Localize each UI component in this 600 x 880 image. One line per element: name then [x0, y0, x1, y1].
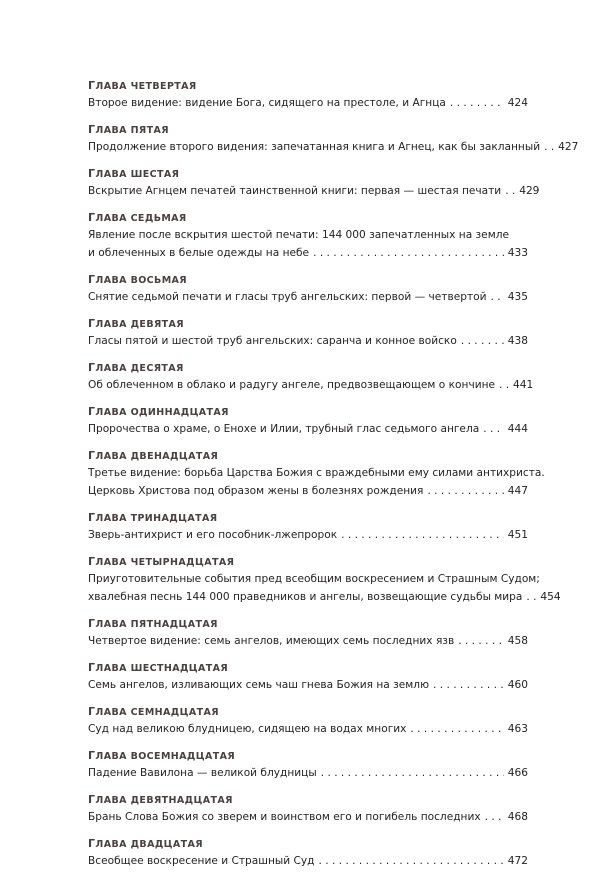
- entry-text: Второе видение: видение Бога, сидящего на престоле, и Агнца: [88, 97, 446, 109]
- entry-final-line: [88, 288, 528, 306]
- entry-final-line: [88, 588, 561, 606]
- toc-chapter: [88, 404, 528, 438]
- entry-text: Явление после вскрытия шестой печати: 144 000 запечатленных на земле: [88, 229, 509, 241]
- dot-leader: [505, 182, 515, 200]
- entry-text: Всеобщее воскресение и Страшный Суд: [88, 855, 315, 867]
- dot-leader: [483, 420, 504, 438]
- toc-entry[interactable]: [88, 226, 528, 262]
- chapter-title: ГЛАВА ДЕСЯТАЯ: [88, 361, 184, 374]
- toc-entry[interactable]: [88, 676, 528, 694]
- toc-entry[interactable]: [88, 464, 545, 500]
- toc-entry[interactable]: [88, 720, 528, 738]
- toc-chapter: [88, 660, 528, 694]
- entry-final-line: [88, 632, 528, 650]
- chapter-title: ГЛАВА СЕДЬМАЯ: [88, 211, 187, 224]
- entry-text: Суд над великою блудницею, сидящею на водах многих: [88, 723, 407, 735]
- entry-final-line: [88, 526, 528, 544]
- dot-leader: [499, 376, 509, 394]
- entry-final-line: [88, 482, 528, 500]
- chapter-title: ГЛАВА ДВЕНАДЦАТАЯ: [88, 449, 219, 462]
- toc-chapter: [88, 122, 579, 156]
- page-number: 463: [507, 723, 528, 735]
- dot-leader: [485, 808, 504, 826]
- chapter-title: ГЛАВА ТРИНАДЦАТАЯ: [88, 511, 218, 524]
- chapter-title: ГЛАВА ЧЕТЫРНАДЦАТАЯ: [88, 555, 235, 568]
- entry-final-line: [88, 94, 528, 112]
- toc-chapter: [88, 554, 561, 606]
- entry-text: Продолжение второго видения: запечатанная книга и Агнец, как бы закланный: [88, 141, 541, 153]
- chapter-title: ГЛАВА ШЕСТНАДЦАТАЯ: [88, 661, 229, 674]
- toc-entry[interactable]: [88, 138, 579, 156]
- page-number: 433: [507, 247, 528, 259]
- table-of-contents: [88, 78, 579, 880]
- chapter-title: ГЛАВА ДВАДЦАТАЯ: [88, 837, 203, 850]
- dot-leader: [341, 526, 504, 544]
- dot-leader: [410, 720, 503, 738]
- entry-text: Пророчества о храме, о Енохе и Илии, трубный глас седьмого ангела: [88, 423, 480, 435]
- dot-leader: [427, 482, 503, 500]
- entry-final-line: [88, 808, 528, 826]
- entry-text: Гласы пятой и шестой труб ангельских: саранча и конное войско: [88, 335, 457, 347]
- entry-final-line: [88, 138, 579, 156]
- page-number: 472: [507, 855, 528, 867]
- toc-chapter: [88, 360, 534, 394]
- chapter-title: ГЛАВА ПЯТАЯ: [88, 123, 169, 136]
- entry-final-line: [88, 676, 528, 694]
- dot-leader: [526, 588, 536, 606]
- page-number: 447: [507, 485, 528, 497]
- entry-text: Брань Слова Божия со зверем и воинством его и погибель последних: [88, 811, 481, 823]
- entry-final-line: [88, 852, 528, 870]
- entry-text: Зверь-антихрист и его пособник-лжепророк: [88, 529, 338, 541]
- toc-chapter: [88, 316, 528, 350]
- toc-chapter: [88, 78, 528, 112]
- chapter-title: ГЛАВА ПЯТНАДЦАТАЯ: [88, 617, 218, 630]
- chapter-title: ГЛАВА ВОСЬМАЯ: [88, 273, 188, 286]
- page-number: 438: [507, 335, 528, 347]
- chapter-title: ГЛАВА ШЕСТАЯ: [88, 167, 180, 180]
- entry-text: Семь ангелов, изливающих семь чаш гнева Божия на землю: [88, 679, 429, 691]
- entry-final-line: [88, 332, 528, 350]
- dot-leader: [450, 94, 504, 112]
- chapter-title: ГЛАВА СЕМНАДЦАТАЯ: [88, 705, 219, 718]
- entry-final-line: [88, 244, 528, 262]
- page-number: 429: [519, 185, 540, 197]
- entry-text: Падение Вавилона — великой блудницы: [88, 767, 317, 779]
- toc-entry[interactable]: [88, 570, 561, 606]
- entry-text: Снятие седьмой печати и гласы труб ангельских: первой — четвертой: [88, 291, 487, 303]
- dot-leader: [458, 632, 504, 650]
- dot-leader: [491, 288, 504, 306]
- page-number: 460: [507, 679, 528, 691]
- page-number: 454: [540, 591, 561, 603]
- toc-chapter: [88, 836, 528, 870]
- page-number: 444: [507, 423, 528, 435]
- toc-chapter: [88, 272, 528, 306]
- entry-text: Вскрытие Агнцем печатей таинственной книги: первая — шестая печати: [88, 185, 502, 197]
- entry-text: Об облеченном в облако и радугу ангеле, предвозвещающем о кончине: [88, 379, 496, 391]
- page-number: 427: [558, 141, 579, 153]
- toc-chapter: [88, 210, 528, 262]
- entry-final-line: [88, 420, 528, 438]
- toc-entry[interactable]: [88, 332, 528, 350]
- toc-entry[interactable]: [88, 632, 528, 650]
- toc-entry[interactable]: [88, 808, 528, 826]
- dot-leader: [321, 764, 504, 782]
- chapter-title: ГЛАВА ДЕВЯТНАДЦАТАЯ: [88, 793, 233, 806]
- toc-chapter: [88, 616, 528, 650]
- page-number: 441: [513, 379, 534, 391]
- dot-leader: [319, 852, 504, 870]
- dot-leader: [461, 332, 504, 350]
- toc-entry[interactable]: [88, 376, 534, 394]
- entry-text: Приуготовительные события пред всеобщим воскресением и Страшным Судом;: [88, 573, 540, 585]
- chapter-title: ГЛАВА ВОСЕМНАДЦАТАЯ: [88, 749, 236, 762]
- toc-chapter: [88, 704, 528, 738]
- toc-entry[interactable]: [88, 94, 528, 112]
- toc-chapter: [88, 748, 528, 782]
- page-number: 424: [507, 97, 528, 109]
- entry-final-line: [88, 182, 540, 200]
- page-number: 451: [507, 529, 528, 541]
- entry-final-line: [88, 720, 528, 738]
- toc-chapter: [88, 510, 528, 544]
- entry-text: Третье видение: борьба Царства Божия с враждебными ему силами антихриста.: [88, 467, 545, 479]
- entry-final-line: [88, 764, 528, 782]
- chapter-title: ГЛАВА ДЕВЯТАЯ: [88, 317, 185, 330]
- toc-entry[interactable]: [88, 852, 528, 870]
- page-number: 435: [507, 291, 528, 303]
- toc-chapter: [88, 448, 545, 500]
- toc-entry[interactable]: [88, 764, 528, 782]
- page-number: 468: [507, 811, 528, 823]
- entry-final-line: [88, 376, 534, 394]
- chapter-title: ГЛАВА ОДИННАДЦАТАЯ: [88, 405, 229, 418]
- toc-entry[interactable]: [88, 288, 528, 306]
- toc-chapter: [88, 792, 528, 826]
- entry-text: Четвертое видение: семь ангелов, имеющих семь последних язв: [88, 635, 455, 647]
- toc-entry[interactable]: [88, 182, 540, 200]
- toc-entry[interactable]: [88, 526, 528, 544]
- toc-chapter: [88, 166, 540, 200]
- dot-leader: [313, 244, 504, 262]
- entry-text: Церковь Христова под образом жены в болезнях рождения: [88, 485, 424, 497]
- page-number: 466: [507, 767, 528, 779]
- chapter-title: ГЛАВА ЧЕТВЕРТАЯ: [88, 79, 197, 92]
- dot-leader: [433, 676, 504, 694]
- page-number: 458: [507, 635, 528, 647]
- entry-text: хвалебная песнь 144 000 праведников и ангелы, возвещающие судьбы мира: [88, 591, 523, 603]
- dot-leader: [544, 138, 554, 156]
- toc-entry[interactable]: [88, 420, 528, 438]
- entry-text: и облеченных в белые одежды на небе: [88, 247, 310, 259]
